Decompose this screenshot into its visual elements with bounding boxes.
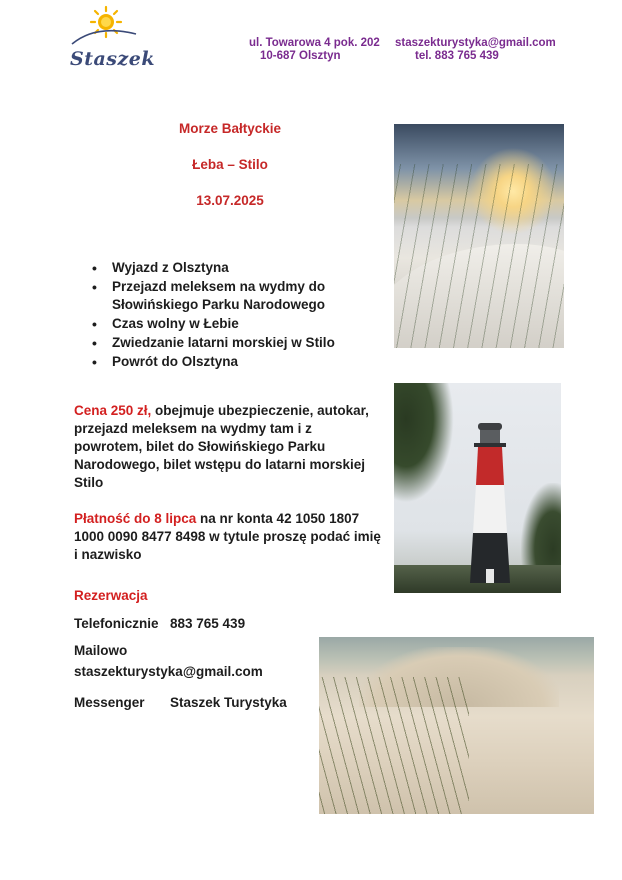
mail-value[interactable]: staszekturystyka@gmail.com	[74, 664, 263, 679]
trip-route: Łeba – Stilo	[192, 157, 268, 172]
itinerary-item: • Czas wolny w Łebie	[74, 315, 374, 333]
logo-wordmark: Staszek	[70, 48, 156, 70]
payment-paragraph	[74, 510, 384, 564]
header-email: staszekturystyka@gmail.com	[395, 37, 556, 49]
lighthouse-icon	[460, 423, 520, 583]
messenger-value[interactable]: Staszek Turystyka	[170, 695, 287, 710]
payment-label: Płatność do 8 lipca	[74, 511, 197, 526]
trip-region: Morze Bałtyckie	[178, 121, 282, 136]
price-details: obejmuje ubezpieczenie, autokar, przejazd meleksem na wydmy tam i z powrotem, bilet do Słowińskiego Parku Narodowego, bilet wstępu do latarni morskiej Stilo	[74, 403, 369, 490]
itinerary	[74, 259, 374, 372]
beach-dunes-photo	[319, 637, 594, 814]
mail-label: Mailowo	[74, 643, 128, 658]
itinerary-item: • Przejazd meleksem na wydmy do Słowińskiego Parku Narodowego	[74, 278, 374, 314]
itinerary-item: • Zwiedzanie latarni morskiej w Stilo	[74, 334, 374, 352]
sunset-dune-photo	[394, 124, 564, 348]
address-line-1: ul. Towarowa 4 pok. 202	[249, 37, 380, 49]
reservation-heading: Rezerwacja	[74, 588, 148, 603]
phone-label: Telefonicznie	[74, 616, 159, 631]
header-phone: tel. 883 765 439	[415, 50, 499, 62]
phone-value[interactable]: 883 765 439	[170, 616, 246, 631]
trip-date: 13.07.2025	[196, 193, 264, 208]
messenger-label: Messenger	[74, 695, 145, 710]
lighthouse-photo	[394, 383, 561, 593]
price-label: Cena 250 zł,	[74, 403, 152, 418]
sun-logo-icon	[66, 4, 146, 50]
logo	[66, 4, 156, 74]
itinerary-item: • Powrót do Olsztyna	[74, 353, 374, 371]
itinerary-item: • Wyjazd z Olsztyna	[74, 259, 374, 277]
address-line-2: 10-687 Olsztyn	[260, 50, 341, 62]
price-paragraph	[74, 402, 374, 492]
payment-details: na nr konta 42 1050 1807 1000 0090 8477 8498 w tytule proszę podać imię i nazwisko	[74, 511, 381, 562]
